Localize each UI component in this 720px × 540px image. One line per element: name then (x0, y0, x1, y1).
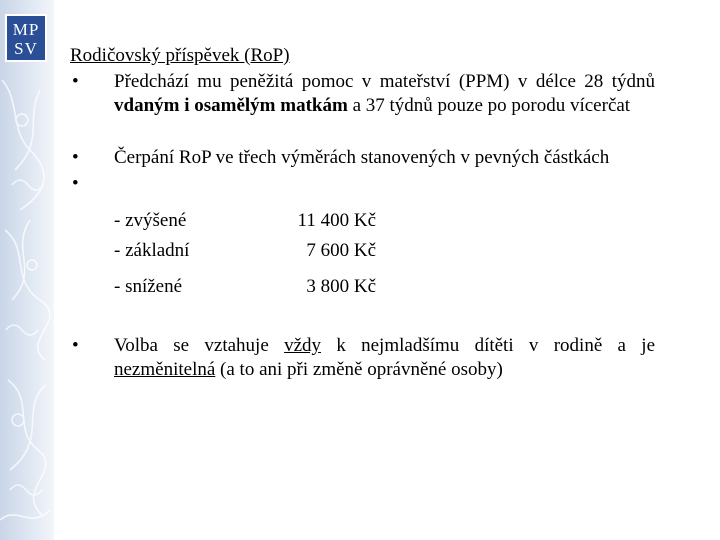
amount-value: 7 600 Kč (306, 240, 376, 261)
sidebar-decoration (0, 0, 54, 540)
decorative-pattern (0, 0, 54, 540)
logo-line-1: MP (12, 20, 40, 39)
bullet-amounts-text: Čerpání RoP ve třech výměrách stanovených v pevných částkách (114, 147, 610, 168)
bullet-ppm (70, 70, 655, 118)
bullet-choice-underline-1: vždy (284, 335, 322, 356)
bullet-dot: • (72, 147, 79, 168)
amount-value: 11 400 Kč (297, 210, 376, 231)
bullet-ppm-text-1: Předchází mu peněžitá pomoc v mateřství (PPM) v délce 28 týdnů (114, 71, 655, 92)
slide-content (70, 44, 655, 382)
bullet-dot: • (72, 173, 79, 194)
bullet-ppm-text-2: a 37 týdnů pouze po porodu vícerčat (347, 95, 631, 116)
bullet-dot: • (72, 335, 79, 356)
bullet-choice-text-3: (a to ani při změně oprávněné osoby) (215, 359, 503, 380)
amounts-list (70, 206, 655, 302)
bullet-ppm-bold: vdaným i osamělým matkám (114, 95, 348, 116)
bullet-choice-underline-2: nezměnitelná (114, 359, 216, 380)
bullet-dot: • (72, 71, 79, 92)
bullet-amounts (70, 146, 655, 170)
mpsv-logo (5, 14, 47, 62)
amount-label: - snížené (114, 276, 183, 297)
bullet-empty (70, 172, 655, 192)
logo-line-2: SV (14, 39, 38, 58)
bullet-choice-text-1: Volba se vztahuje (114, 335, 285, 356)
amount-row (114, 206, 655, 236)
bullet-choice-text-2: k nejmladšímu dítěti v rodině a je (321, 335, 656, 356)
amount-label: - zvýšené (114, 210, 187, 231)
slide-title: Rodičovský příspěvek (RoP) (70, 45, 290, 66)
amount-row (114, 272, 655, 302)
amount-value: 3 800 Kč (306, 276, 376, 297)
bullet-choice (70, 334, 655, 382)
amount-row (114, 236, 655, 266)
amount-label: - základní (114, 240, 190, 261)
